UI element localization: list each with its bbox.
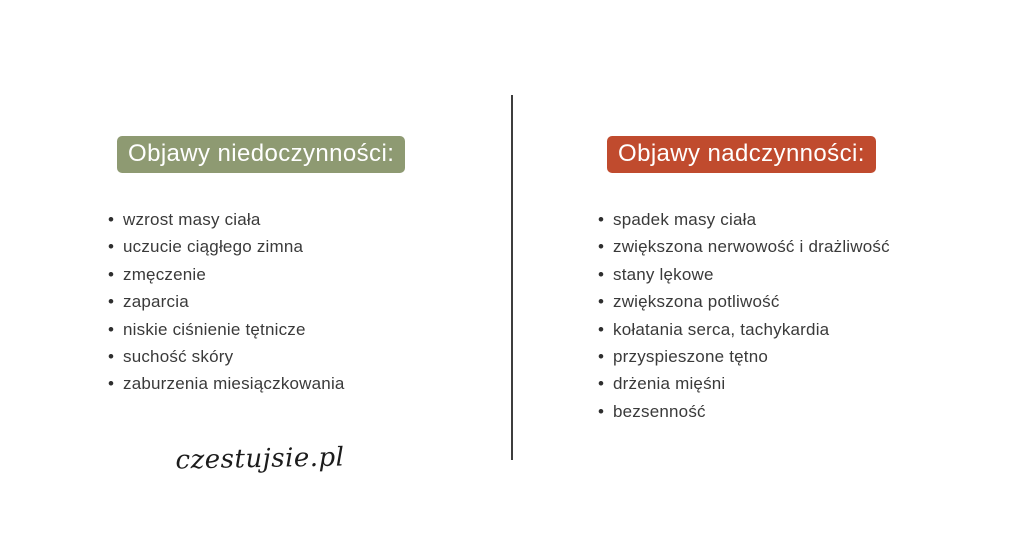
hyperthyroidism-symptom-list <box>598 206 1008 425</box>
list-item: • zmęczenie <box>108 261 498 288</box>
list-item: • drżenia mięśni <box>598 370 1008 397</box>
hypothyroidism-symptom-list <box>108 206 498 398</box>
hyperthyroidism-header: Objawy nadczynności: <box>607 136 876 173</box>
list-item: • zaburzenia miesiączkowania <box>108 370 498 397</box>
list-item: • uczucie ciągłego zimna <box>108 233 498 260</box>
site-logo: czestujsie.pl <box>175 442 345 476</box>
list-item: • bezsenność <box>598 398 1008 425</box>
list-item: • spadek masy ciała <box>598 206 1008 233</box>
list-item: • stany lękowe <box>598 261 1008 288</box>
list-item: • suchość skóry <box>108 343 498 370</box>
list-item: • zwiększona potliwość <box>598 288 1008 315</box>
list-item: • kołatania serca, tachykardia <box>598 316 1008 343</box>
hyperthyroidism-column <box>598 136 1008 425</box>
list-item: • zaparcia <box>108 288 498 315</box>
hypothyroidism-header: Objawy niedoczynności: <box>117 136 405 173</box>
hypothyroidism-column <box>108 136 498 398</box>
list-item: • przyspieszone tętno <box>598 343 1008 370</box>
list-item: • wzrost masy ciała <box>108 206 498 233</box>
list-item: • zwiększona nerwowość i drażliwość <box>598 233 1008 260</box>
vertical-divider <box>511 95 513 460</box>
list-item: • niskie ciśnienie tętnicze <box>108 316 498 343</box>
